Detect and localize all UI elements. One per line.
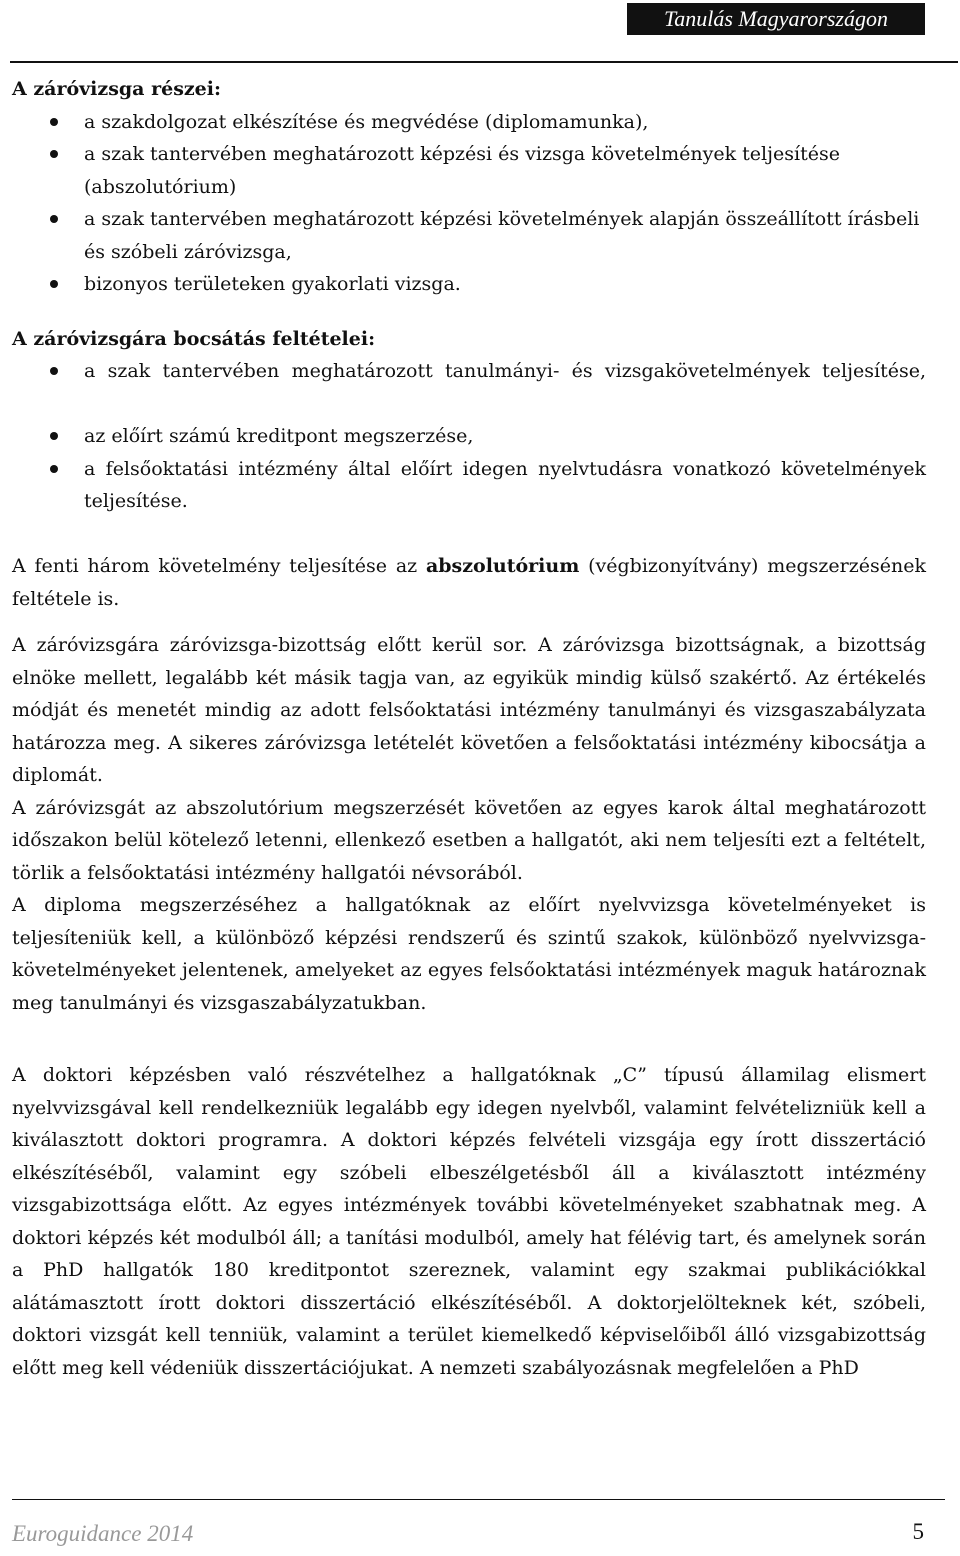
bullet-icon	[50, 215, 58, 223]
bullet-icon	[50, 367, 58, 375]
list-item: a szak tantervében meghatározott képzési követelmények alapján összeállított írásbeli és szóbeli záróvizsga,	[12, 203, 926, 268]
footer-divider	[12, 1499, 945, 1500]
list-item: az előírt számú kreditpont megszerzése,	[12, 420, 926, 453]
exam-parts-list	[12, 106, 926, 301]
list-item: bizonyos területeken gyakorlati vizsga.	[12, 268, 926, 301]
page-body	[12, 73, 926, 1384]
running-header-title: Tanulás Magyarországon	[627, 3, 925, 35]
paragraph-exam-deadline: A záróvizsgát az abszolutórium megszerzését követően az egyes karok által meghatározott időszakon belül kötelező letenni, ellenkező esetben a hallgatót, aki nem teljesíti ezt a feltételt, törlik a felsőoktatási intézmény hallgatói névsorából.	[12, 796, 926, 884]
bullet-icon	[50, 150, 58, 158]
section-heading-admission-conditions: A záróvizsgára bocsátás feltételei:	[12, 327, 376, 350]
paragraph-doctoral-training: A doktori képzésben való részvételhez a hallgatóknak „C” típusú államilag elismert nyelvvizsgával kell rendelkezniük legalább egy idegen nyelvből, valamint felvételizniük kell a kiválasztott doktori programra. A doktori képzés felvételi vizsgája egy írott disszertáció elkészítéséből, valamint egy szóbeli elbeszélgetésből áll a kiválasztott intézmény vizsgabizottsága előtt. Az egyes intézmények további követelményeket szabhatnak meg. A doktori képzés két modulból áll; a tanítási modulból, amely hat félévig tart, és amelynek során a PhD hallgatók 180 kreditpontot szereznek, valamint egy szakmai publikációkkal alátámasztott írott doktori disszertáció elkészítéséből. A doktorjelölteknek két, szóbeli, doktori vizsgát kell tenniük, valamint a terület kiemelkedő képviselőiből álló vizsgabizottság előtt meg kell védeniük disszertációjukat. A nemzeti szabályozásnak megfelelően a PhD	[12, 1064, 926, 1379]
spacer	[12, 301, 926, 323]
bullet-icon	[50, 465, 58, 473]
paragraph-language-exam: A diploma megszerzéséhez a hallgatóknak az előírt nyelvvizsga követelményeket is teljesíteniük kell, a különböző képzési rendszerű és szintű szakok, különböző nyelvvizsga-követelményeket jelentenek, amelyeket az egyes felsőoktatási intézmények maguk határoznak meg tanulmányi és vizsgaszabályzatukban.	[12, 894, 926, 1014]
footer-publisher: Euroguidance 2014	[12, 1521, 194, 1546]
list-item: a szak tantervében meghatározott tanulmányi- és vizsgakövetelmények teljesítése,	[12, 355, 926, 420]
admission-conditions-list	[12, 355, 926, 550]
absolutorium-summary: A fenti három követelmény teljesítése az abszolutórium (végbizonyítvány) megszerzésének feltétele is.	[12, 555, 926, 610]
page-number: 5	[912, 1519, 924, 1544]
section-heading-exam-parts: A záróvizsga részei:	[12, 78, 221, 100]
list-item: a szakdolgozat elkészítése és megvédése (diplomamunka),	[12, 106, 926, 139]
bullet-icon	[50, 118, 58, 126]
bullet-icon	[50, 280, 58, 288]
header-divider	[10, 61, 958, 63]
absolutorium-term: abszolutórium	[425, 555, 580, 577]
list-item: a felsőoktatási intézmény által előírt idegen nyelvtudásra vonatkozó követelmények teljesítése.	[12, 453, 926, 551]
spacer	[12, 615, 926, 629]
spacer	[12, 1019, 926, 1059]
paragraph-committee: A záróvizsgára záróvizsga-bizottság előtt kerül sor. A záróvizsga bizottságnak, a bizottság elnöke mellett, legalább két másik tagja van, az egyikük mindig külső szakértő. Az értékelés módját és menetét mindig az adott felsőoktatási intézmény tanulmányi és vizsgaszabályzata határozza meg. A sikeres záróvizsga letételét követően a felsőoktatási intézmény kibocsátja a diplomát.	[12, 634, 926, 786]
bullet-icon	[50, 432, 58, 440]
list-item: a szak tantervében meghatározott képzési és vizsga követelmények teljesítése (abszolutórium)	[12, 138, 926, 203]
